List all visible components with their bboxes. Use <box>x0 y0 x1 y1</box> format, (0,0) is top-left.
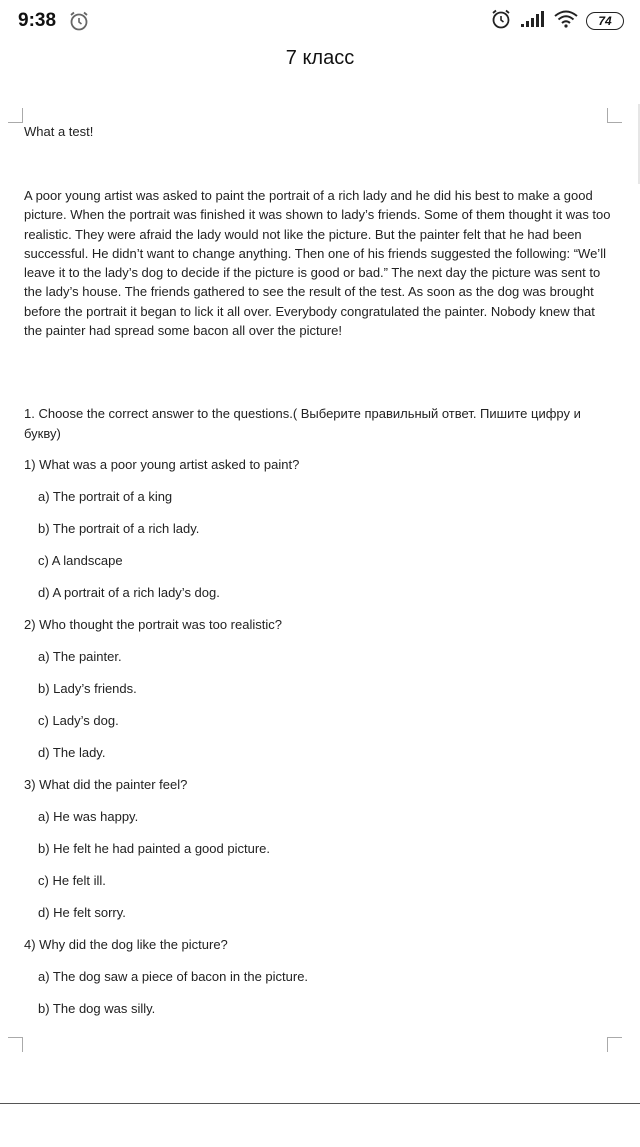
battery-icon: 74 <box>586 12 624 30</box>
answer-option: d) The lady. <box>38 745 106 760</box>
answer-option: c) Lady’s dog. <box>38 713 119 728</box>
answer-option: a) He was happy. <box>38 809 139 824</box>
answer-option: d) He felt sorry. <box>38 905 126 920</box>
answer-option: b) Lady’s friends. <box>38 681 137 696</box>
alarm-icon <box>68 10 90 37</box>
page-corner-mark <box>8 1037 23 1052</box>
page-corner-mark <box>8 108 23 123</box>
answer-option: d) A portrait of a rich lady’s dog. <box>38 585 220 600</box>
answer-option: b) The dog was silly. <box>38 1001 156 1016</box>
answer-option: a) The portrait of a king <box>38 489 173 504</box>
status-bar <box>0 0 640 44</box>
status-icons <box>490 10 624 32</box>
question: 1) What was a poor young artist asked to paint? <box>24 457 300 472</box>
question: 4) Why did the dog like the picture? <box>24 937 228 952</box>
question: 2) Who thought the portrait was too realistic? <box>24 617 282 632</box>
document-title: 7 класс <box>285 47 355 69</box>
status-time: 9:38 <box>18 10 57 31</box>
task-instruction: 1. Choose the correct answer to the questions.( Выберите правильный ответ. Пишите цифру и букву) <box>24 406 581 441</box>
answer-option: b) The portrait of a rich lady. <box>38 521 200 536</box>
wifi-icon <box>554 10 578 33</box>
story-heading: What a test! <box>24 124 94 139</box>
page-corner-mark <box>607 1037 622 1052</box>
answer-option: a) The painter. <box>38 649 122 664</box>
page-divider <box>0 1103 640 1104</box>
page-corner-mark <box>607 108 622 123</box>
signal-icon <box>520 10 546 33</box>
answer-option: c) He felt ill. <box>38 873 106 888</box>
story-paragraph: A poor young artist was asked to paint the portrait of a rich lady and he did his best to make a good picture. When the portrait was finished it was shown to lady’s friends. Some of them thought it was too realistic. They were afraid the lady would not like the picture. But the painter felt that he had been successful. He didn’t want to change anything. Then one of his friends suggested the following: “We’ll leave it to the lady’s dog to decide if the picture is good or bad.” The next day the picture was sent to the lady’s house. The friends gathered to see the result of the test. As soon as the dog was brought before the portrait it began to lick it all over. Everybody congratulated the painter. Nobody knew that the painter had spread some bacon all over the picture! <box>24 188 611 339</box>
question: 3) What did the painter feel? <box>24 777 188 792</box>
question-list <box>24 456 616 1032</box>
alarm-icon <box>490 8 512 35</box>
answer-option: b) He felt he had painted a good picture. <box>38 841 270 856</box>
answer-option: a) The dog saw a piece of bacon in the picture. <box>38 969 309 984</box>
answer-option: c) A landscape <box>38 553 123 568</box>
